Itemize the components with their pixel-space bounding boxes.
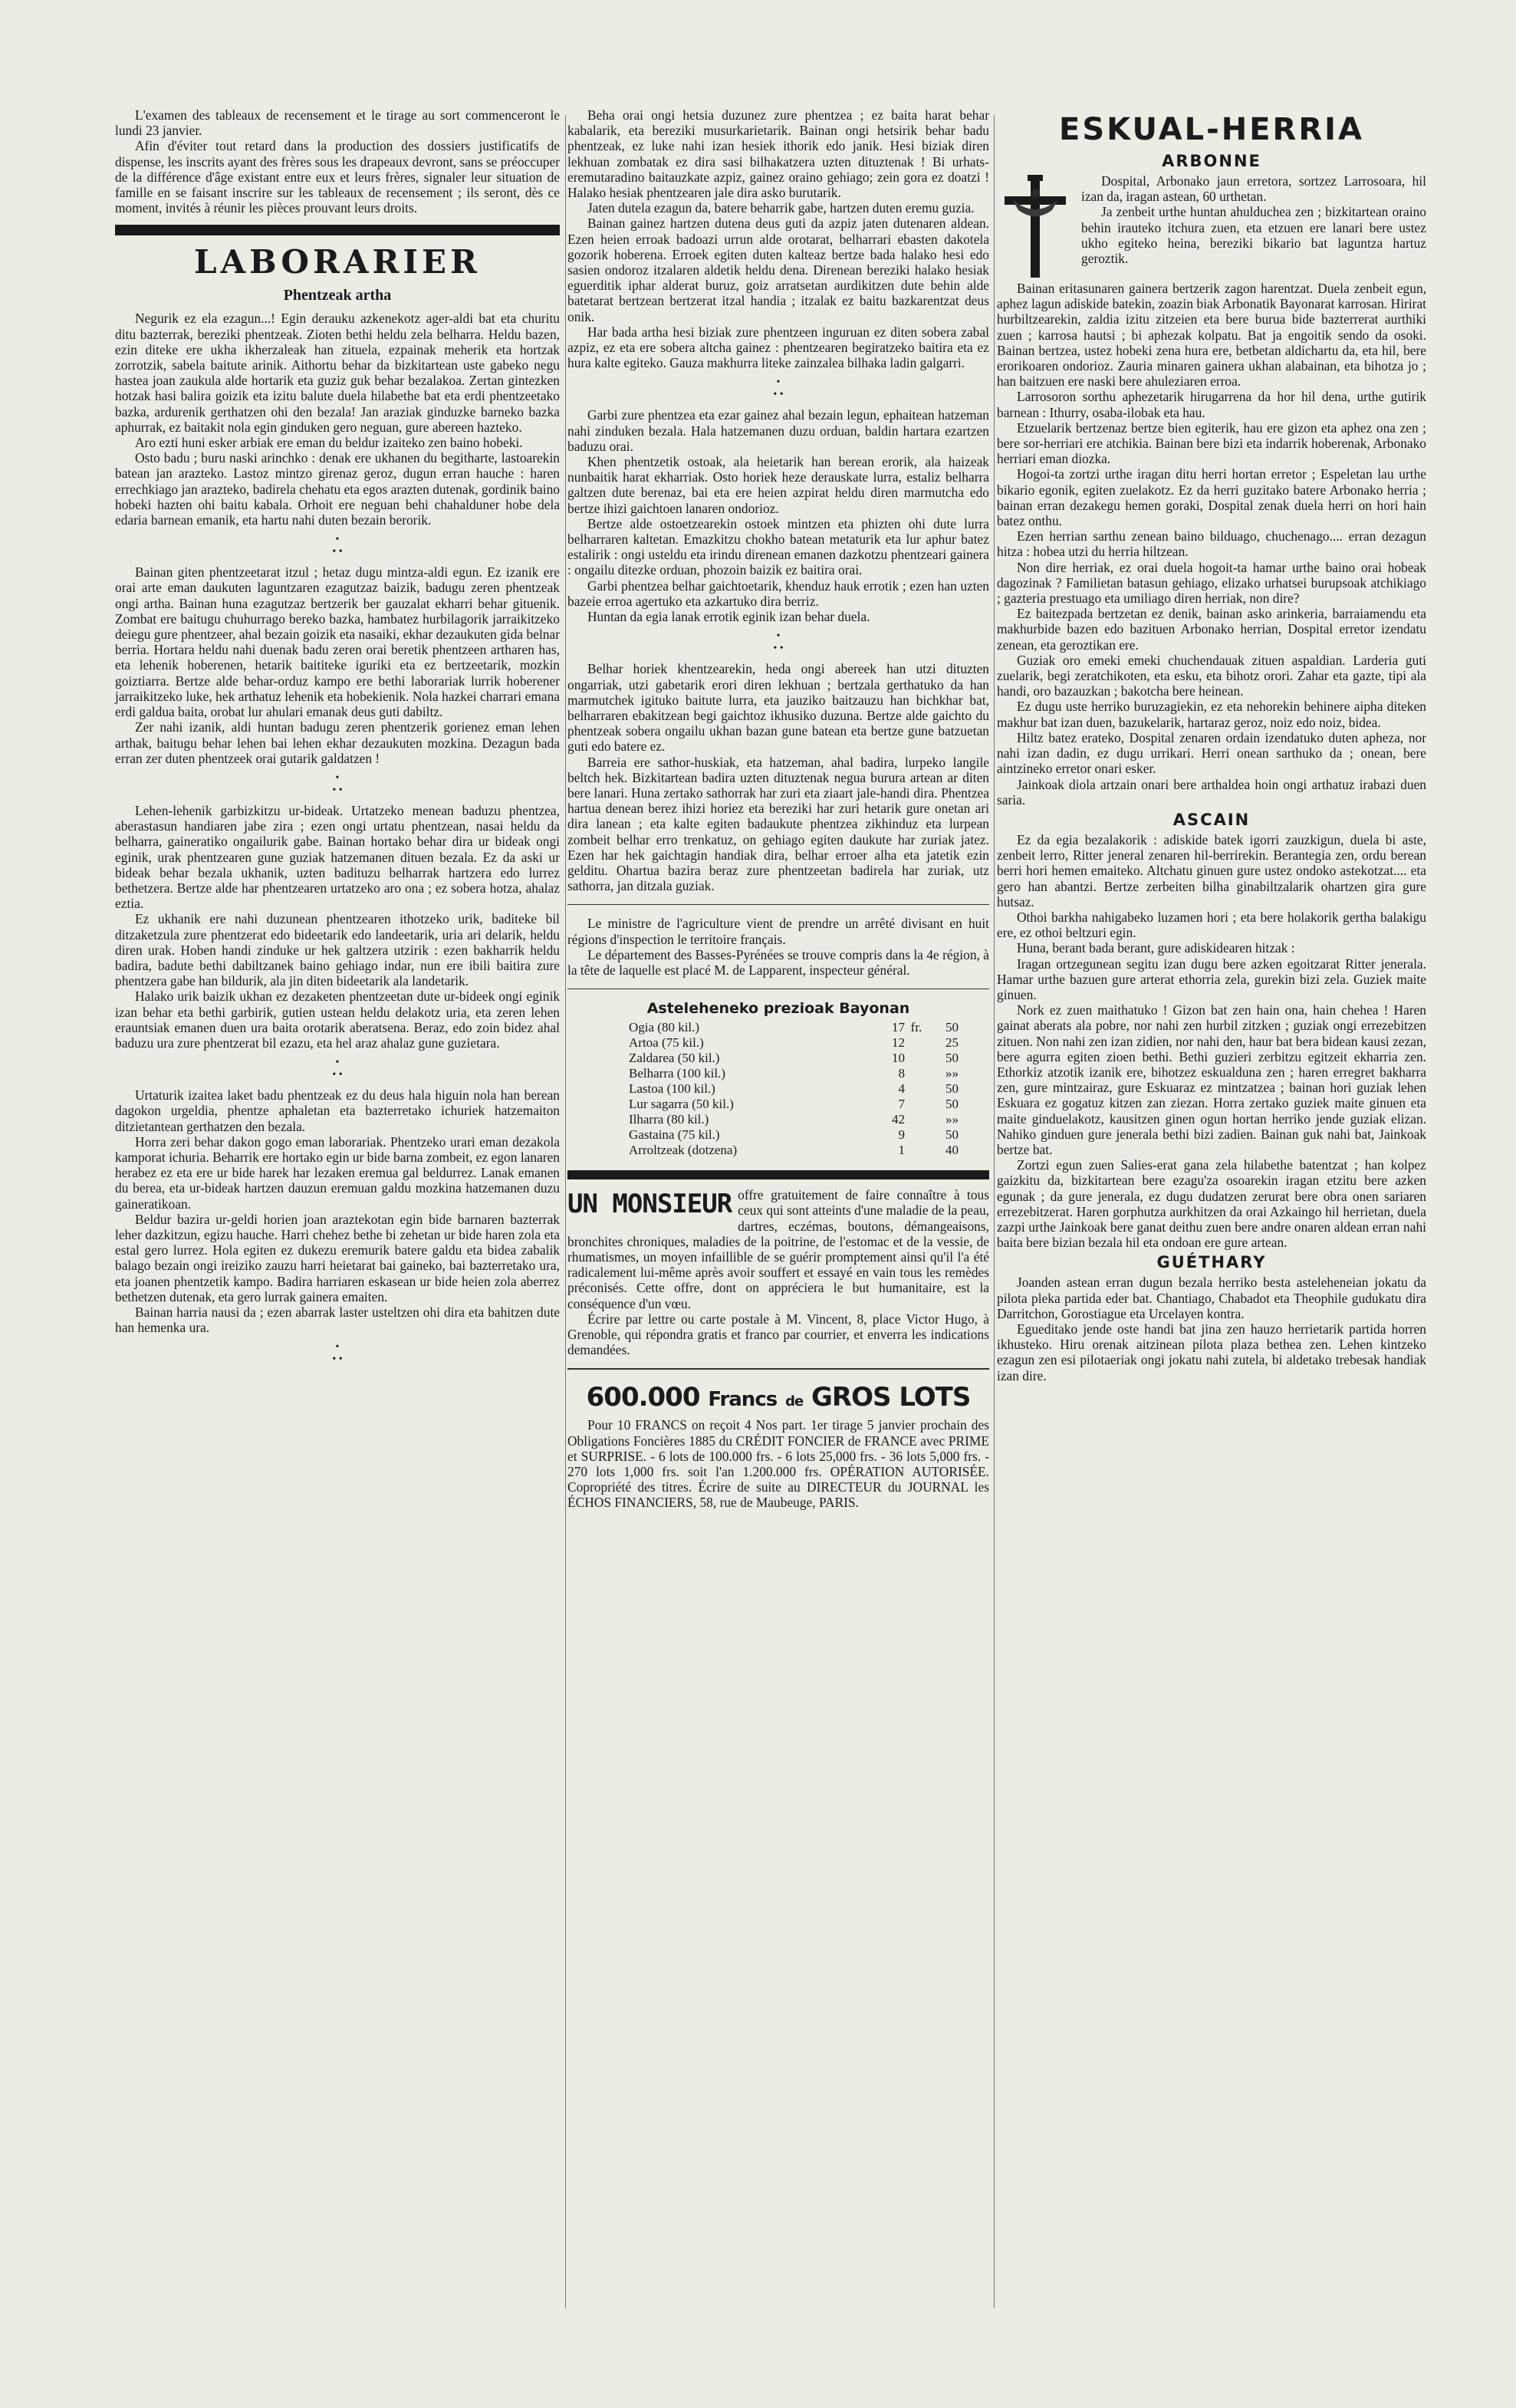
asterism: • • • [332, 534, 343, 558]
place-heading: GUÉTHARY [1156, 1253, 1267, 1272]
article-paragraph: Bainan eritasunaren gainera bertzerik zagon harentzat. Duela zenbeit egun, aphez lagun adiskide batekin, zoazin biak Arbonatik Bayonarat karrosan. Hirirat hurbiltzearekin, zaldia izitu zitzeien eta bere burua bide bazterrerat aurthiki zuen ; karrosa hautsi ; bi aphezak kolpatu. Bat ja engoitik sendo da osoki. Bainan bertzea, ustez hobeki zena hura ere, betbetan aldichartu da, eta hil, bere erorikoaren ondorioz. Zauria minaren gainera ukhan alabainan, eta bihotza jo ; han baitzuen ere naski bere ahuleziaren erroa. [997, 281, 1426, 390]
article-paragraph: Lehen-lehenik garbizkitzu ur-bideak. Urtatzeko menean baduzu phentzea, aberastasun handiaren jabe zira ; ezen ongi urtatu phentzean, nasai heldu da belharra, gaineratiko ongailurik gabe. Bainan hortako behar dira ur bideak ongi eginik, urak phentzearen gune guziak hatzemanen dituen bezala. Ez da aski ur bideak behar bezala ukhanik, uzten badituzu belharrak hartzera edo lurrez bethetzera. Bertze alde har phentzearen urtatzeko aro ona ; ez sobera hotza, ahalaz eztia. [115, 802, 560, 912]
price-item-name: Gastaina (75 kil.) [629, 1127, 720, 1143]
price-row [567, 1020, 989, 1035]
article-paragraph: Hogoi-ta zortzi urthe iragan ditu herri hortan erretor ; Espeletan lau urthe bikario egonik, egiten zuelakotz. Ez da herri guzitako batere Arbonako herria ; bainan erran dezakegu hemen goraki, Dospital zenak duela herri on hori hain batez onthu. [997, 466, 1426, 529]
ad-text: offre gratuitement de faire connaître à tous ceux qui sont atteints d'une maladie de la peau, dartres, eczémas, boutons, démangeaisons, bronchites chroniques, maladies de la poitrine, de l'estomac et de la vessie, de rhumatismes, un moyen infaillible de se guérir promptement ainsi qu'il l'a été radicalement lui-même après avoir souffert et essayé en vain tous les remèdes préconisés. Cette offre, dont on appréciera le but humanitaire, est la conséquence d'un vœu. [567, 1187, 989, 1311]
price-unit [905, 1051, 928, 1066]
price-item-name: Ilharra (80 kil.) [629, 1112, 709, 1127]
article-paragraph: Jainkoak diola artzain onari bere arthaldea hoin ongi arthatuz irabazi duen saria. [997, 776, 1426, 808]
asterism: • • • [332, 1057, 343, 1081]
ad-text: Pour 10 FRANCS on reçoit 4 Nos part. 1er tirage 5 janvier prochain des Obligations Foncières 1885 du CRÉDIT FONCIER de FRANCE avec PRIME et SURPRISE. - 6 lots de 100.000 frs. - 6 lots 25,000 frs. - 36 lots 5,000 frs. - 270 lots 1,000 frs. soit l'an 1.200.000 frs. OPÉRATION AUTORISÉE. Copropriété des titres. Écrire de suite au DIRECTEUR du JOURNAL les ÉCHOS FINANCIERS, 58, rue de Maubeuge, PARIS. [567, 1417, 989, 1511]
article-paragraph: Guziak oro emeki emeki chuchendauak zituen aspaldian. Larderia guti zuelarik, begi zeratchikoten, eta esku, eta bihotz orori. Zahar eta gazte, tipi ala handi, oro bazauzkan ; bakotcha bere heinean. [997, 652, 1426, 699]
price-value-francs: 17 [892, 1020, 905, 1035]
price-item-name: Zaldarea (50 kil.) [629, 1051, 720, 1066]
price-value-francs: 8 [898, 1066, 905, 1081]
column-rule [565, 115, 566, 2308]
asterism: • • • [332, 771, 343, 796]
price-unit [905, 1143, 928, 1158]
article-paragraph: Zer nahi izanik, aldi huntan badugu zeren phentzerik gorienez eman lehen arthak, baitugu behar lehen bai lehen ekhar dezaukuten mozkina. Dezagun bada erran zer duten phentzeek orai gutarik galdatzen ! [115, 719, 560, 766]
asterism: • • • [332, 1341, 343, 1366]
price-item-name: Lur sagarra (50 kil.) [629, 1097, 734, 1112]
article-paragraph: Ez da egia bezalakorik : adiskide batek igorri zauzkigun, duela bi aste, zenbeit lerro, Ritter jeneral zenaren hil-berrirekin. Berantegia zen, ordu berean berri hori hemen emaiteko. Altchatu ginuen gure ustez ondoko astekotzat.... eta gero han abantzi. Bertze zerbeiten bilha ginabiltzalarik ohartzen gira gure hutsaz. [997, 831, 1426, 910]
price-item-name: Arroltzeak (dotzena) [629, 1143, 738, 1158]
price-unit [905, 1066, 928, 1081]
price-item-name: Lastoa (100 kil.) [629, 1081, 715, 1097]
lots-francs: Francs [708, 1388, 778, 1412]
price-item-name: Artoa (75 kil.) [629, 1035, 704, 1051]
section-title: ESKUAL-HERRIA [1059, 112, 1364, 147]
ad-text: Écrire par lettre ou carte postale à M. Vincent, 8, place Victor Hugo, à Grenoble, qui répondra gratis et franco par courrier, et enverra les indications demandées. [567, 1311, 989, 1358]
price-unit [905, 1035, 928, 1051]
article-paragraph: Othoi barkha nahigabeko luzamen hori ; eta bere holakorik gertha balakigu ere, ez othoi beltzuri egin. [997, 909, 1426, 941]
price-value-cents: »» [945, 1066, 959, 1081]
article-paragraph: Egueditako jende oste handi bat jina zen hauzo herrietarik partida horren ikhusteko. Hiru orenak aitzinean pilota plaza bethea zen. Lehen kintzeko ezagun zen esi pilotaeriak ongi jokatu nahi zutela, bi aldetako trebesak handiak izan dire. [997, 1321, 1426, 1383]
article-paragraph: Garbi zure phentzea eta ezar gainez ahal bezain legun, ephaitean hatzeman nahi zinduken bezala. Hala hatzemanen duzu orduan, baldin hartara ezartzen baduzu orai. [567, 407, 989, 454]
price-value-cents: 25 [945, 1035, 959, 1051]
article-paragraph: Ez ukhanik ere nahi duzunean phentzearen ithotzeko urik, baditeke bil ditzaketzula zure phentzerat edo bideetarik edo landeetarik, uria ari delarik, heldu diren urak. Hoben handi zinduke ur hek galtzera utzirik : ezen bakharrik heldu badira, badute bethi dabiltzanek baino gehiago indar, nun ere ibili baitira zure phentzera gabe han bildurik, ala jin diten bideetarik ala landetarik. [115, 911, 560, 989]
article-paragraph: Huntan da egia lanak errotik eginik izan behar duela. [587, 609, 870, 625]
price-value-cents: 50 [945, 1020, 959, 1035]
section-title: LABORARIER [194, 243, 481, 281]
advertisement [567, 1187, 989, 1357]
article-paragraph: Jaten dutela ezagun da, batere beharrik gabe, hartzen duten eremu guzia. [587, 200, 975, 216]
notice-paragraph: Le département des Basses-Pyrénées se trouve compris dans la 4e région, à la tête de laquelle est placé M. de Lapparent, inspecteur général. [567, 946, 989, 978]
price-row [567, 1112, 989, 1127]
column-2 [567, 107, 989, 1511]
price-unit [905, 1112, 928, 1127]
article-paragraph: Horra zeri behar dakon gogo eman laborariak. Phentzeko urari eman dezakola kamporat ichuria. Beharrik ere hortako egin ur bide barna zombeit, ez egon lanaren herabez ez eta ere ur bide harek har lezaken eremua gal beldurrez. Lanak emanen du berea, eta ur-bideak hartzen dauzun eremuan galdu mozkina hatzemanen duzu gaineratikoan. [115, 1133, 560, 1212]
price-value-cents: 50 [945, 1081, 959, 1097]
article-paragraph: Bainan gainez hartzen dutena deus guti da azpiz jaten dutenaren aldean. Ezen heien erroak badoazi urrun alde orotarat, belharrari ebasten dakotela gozorik hoberena. Erroek egiten duten kalteaz bertze bada halako hesi edo sasien ondoroz itzalaren aldetik heldu dena. Direnean bereziki halako hesiak eguerditik iphar alderat buruz, goiz arratsetan aurdikitzen dute behin alde batetarat bertzean bertzerat itzal handia ; itzalak ez baitu bazkarentzat deus onik. [567, 215, 989, 324]
article-paragraph: Osto badu ; buru naski arinchko : denak ere ukhanen du begitharte, lastoarekin batean jan arazteko. Lastoz mintzo girenaz geroz, dugun erran hauche : haren errechkiago jan arazteko, badirela chehatu eta egos arazten dutenak, gordinik baino hobeki hazten ohi baitu kabala. Orhoit ere neguan behi chahalduner hobe dela edaria barnean emanik, eta hartu nahi duten bezain berorik. [115, 450, 560, 528]
crucifix-icon [997, 173, 1074, 281]
article-paragraph: Huna, berant bada berant, gure adiskidearen hitzak : [1017, 940, 1295, 956]
lots-de: de [785, 1393, 804, 1410]
article-paragraph: Belhar horiek khentzearekin, heda ongi abereek han utzi dituzten ongarriak, utzi gabetarik erori diren lekhuan ; bertzala gerthatuko da han marmutchek igituko baitute lurra, eta jauziko baitzauzu han bichkhar bat, belharraren ebakitzean begi gaichtoz ikhusiko duzuna. Bertze alde gaichto du phentzeak sobera ongailu ukhan bazan gune batean eta bertze gune batzuetan guti edo batere ez. [567, 661, 989, 755]
price-value-cents: 40 [945, 1143, 959, 1158]
article-paragraph: Zortzi egun zuen Salies-erat gana zela hilabethe batentzat ; han kolpez gaizkitu da, bizkitartean bere ezagu'za osoarekin iragan etzitu bere azken egunak ; da gure jenerala, ez dugu dudatzen zerurat bere obra onen sariaren errezebitzerat. Haren gorphutza aurkhitzen da orai Azkaingo hil herrietan, duela zazpi urthe Jainkoak bere ganat deithu zuen bere andre onaren aldean erran nahi baita bere bizian bezala hil eta ondoan ere gure artean. [997, 1157, 1426, 1251]
article-paragraph: Beha orai ongi hetsia duzunez zure phentzea ; ez baita harat behar kabalarik, eta bereziki musurkarietarik. Bainan ongi hetsirik behar badu phentzeak, ez luke nahi izan hesiek ithorik edo janik. Hesi biziak diren lekhuan zombatak ez dira sasi bilhakatzera uzten dituztenak ! Bi urhats-eremutaradino baitauzkate azpiz, gainez oraino gehiago; zein gora ez doatzi ! Halako hesiak phentzearen jale dira asko burutarik. [567, 107, 989, 201]
article-paragraph: Etzuelarik bertzenaz bertze bien egiterik, hau ere gizon eta aphez ona zen ; bere sor-herriari ere atchikia. Bainan bere bizi eta indarrik hoberenak, Arbonako herriari eman diozka. [997, 419, 1426, 467]
article-paragraph: Garbi phentzea belhar gaichtoetarik, khenduz hauk errotik ; ezen han uzten bazeie erroa agertuko eta azkartuko dira berriz. [567, 577, 989, 609]
article-paragraph: Bainan giten phentzeetarat itzul ; hetaz dugu mintza-aldi egun. Ez izanik ere orai arte eman daukuten laguntzaren ezagutzaz baizik, badugu zeren phentzeak ongi artha. Bainan huna ezagutzaz bertzerik ber gauzalat ekharri behar gituenik. Zombat ere baitugu chuhurrago bereko bazka, hambatez hurbilagorik jarraikitzeko deiegu gure phentzeer, ahal bezain goizik eta nasaiki, ekhar dezaukuten gida belnar berria. Hortara heldu nahi duenak badu zeren orai beretik phentzeen artharen has, eta lehenik hoberenen, hetarik baititeke iguriki eta ez bertzeetarik, mozkin goiztiarra. Bertze alde behar-orduz kampo ere bethi laborariak lurrik hoberener jarraikitzeko luke, hek arthatuz lehenik eta hobekienik. Nola hazkei charrari emana erdi galdua baita, orobat lur ahulari emanak deus guti dabiltz. [115, 564, 560, 720]
price-row [567, 1097, 989, 1112]
place-heading: ARBONNE [1162, 152, 1261, 170]
asterism: • • • [773, 630, 784, 655]
article-paragraph: Barreia ere sathor-huskiak, eta hatzeman, ahal badira, lurpeko langile beltch hek. Bizkitartean badira uzten dituztenak negua burura artean ar diten bere lanari. Huna zertako sathorrak har zuri eta ziaart jale-handi dira. Phentzea hartua denean berez ihizi horiez eta bereziki har zuri hetarik gure onetan ari dira lanean ; eta kalte egiten badaukute phentzea zikhinduz eta lurpean zombeit belhar erro trenkatuz, on gehiago egiten daukute har zuriak jatez. Ezen har hek gaichtagin handiak dira, belhar erroer alha eta jatetik ezin gelditu. Ohartua bazira beraz zure phentzeetan badirela har zuriak, utz sathorra, jan ditzala guziak. [567, 754, 989, 894]
place-heading: ASCAIN [1172, 810, 1251, 829]
intro-paragraph: L'examen des tableaux de recensement et le tirage au sort commenceront le lundi 23 janvier. [115, 107, 560, 139]
price-item-name: Ogia (80 kil.) [629, 1020, 700, 1035]
price-value-cents: 50 [945, 1097, 959, 1112]
article-subtitle: Phentzeak artha [283, 287, 392, 304]
article-paragraph: Ez dugu uste herriko buruzagiekin, ez eta nehorekin behinere aipha diteken makhur bat izan duen, bazukelarik, hartaraz geroz, noiz edo noiz, bidea. [997, 699, 1426, 730]
price-row [567, 1035, 989, 1051]
column-rule [994, 115, 995, 2308]
article-paragraph: Bainan harria nausi da ; ezen abarrak laster usteltzen ohi dira eta bahitzen dute han hemenka ura. [115, 1304, 560, 1336]
price-value-cents: »» [945, 1112, 959, 1127]
column-3 [997, 107, 1426, 1383]
article-paragraph: Beldur bazira ur-geldi horien joan araztekotan egin bide barnaren bazterrak leher dazkitzun, egizu hauche. Harri chehez bethe bi zehetan ur bide haren zola eta estal gero lurrez. Hola egiten ez dukezu eremurik batere galdu eta bidea zabalik balago bezain ongi ireiziko zauzu harri heietarat bai gaineko, bai bazterretako ura, eta joanen phentzetik kampo. Badira harriaren eskasean ur bide heien zola aberrez bethetzen dutenak, eta gero lurrak gainera emaiten. [115, 1211, 560, 1304]
article-paragraph: Ez baitezpada bertzetan ez denik, bainan asko arinkeria, barraiamendu eta makhurbide bazen edo bazituen Arbonako herrian, Dospital erretor izendatu zenean, eta geroztikan ere. [997, 606, 1426, 653]
price-value-cents: 50 [945, 1051, 959, 1066]
article-paragraph: Urtaturik izaitea laket badu phentzeak ez du deus hala higuin nola han berean dagokon urgeldia, phentze aphaletan eta bazterretako ichuriek hatzemaiton ditzietantean gerthatzen den bezala. [115, 1087, 560, 1134]
divider [567, 904, 989, 905]
divider [567, 1368, 989, 1370]
price-unit: fr. [910, 1020, 922, 1035]
article-paragraph: Hiltz batez erateko, Dospital zenaren ordain izendatuko duten apheza, nor nahi izan dadin, ez dugu urrikari. Herri onean sarthuko da ; onean, bere aintzineko erretor onari esker. [997, 729, 1426, 777]
obituary-text [1081, 173, 1426, 281]
price-value-francs: 9 [898, 1127, 905, 1143]
price-row [567, 1143, 989, 1158]
intro-paragraph: Afin d'éviter tout retard dans la production des dossiers justificatifs de dispense, les inscrits ayant des frères sous les drapeaux devront, sans se préoccuper de la différence d'âge existant entre eux et leurs frères, signaler leur situation de famille en se faisant inscrire sur les tableaux de recensement ; ils seront, dès ce moment, invités à réunir les pièces prouvant leurs droits. [115, 138, 560, 216]
article-paragraph: Har bada artha hesi biziak zure phentzeen inguruan ez diten sobera zabal azpiz, ez eta ere sobera altcha gainez : phentzearen begiratzeko baitira eta ez hura kalte egiteko. Gauza makhurra liteke zainzalea bilhaka ladin galgarri. [567, 324, 989, 371]
ad-headline: UN MONSIEUR [567, 1189, 732, 1220]
article-paragraph: Larrosoron sorthu aphezetarik hirugarrena da hor hil dena, urthe gutirik barnean : Ithurry, osaba-ilobak eta hau. [997, 389, 1426, 420]
asterism: • • • [773, 377, 784, 401]
article-paragraph: Bertze alde ostoetzearekin ostoek mintzen eta phizten ohi dute lurra belharraren kaltetan. Emazkitzu chokho batean metaturik eta lur aphur batez estalirik : ongi usteldu eta irindu direnean emanen dazkotzu phentzeari gainera : ongailu ditezke orduan, phozoin baizik ez baitira orai. [567, 515, 989, 578]
section-divider [115, 225, 560, 235]
lots-amount: 600.000 [586, 1382, 700, 1413]
price-unit [905, 1097, 928, 1112]
price-value-cents: 50 [945, 1127, 959, 1143]
price-value-francs: 7 [898, 1097, 905, 1112]
prices-title: Asteleheneko prezioak Bayonan [646, 1000, 910, 1018]
article-paragraph: Joanden astean erran dugun bezala herriko besta asteleheneian jokatu da pilota pleka partida eder bat. Chantiago, Chabadot eta Theophile gudukatu dira Darritchon, Gorostiague eta Urcelayen kontra. [997, 1275, 1426, 1321]
article-paragraph: Ezen herrian sarthu zenean baino bilduago, chuchenago.... erran dezagun hitza : hobea utzi du herria hiltzean. [997, 528, 1426, 560]
price-value-francs: 42 [892, 1112, 905, 1127]
price-row [567, 1081, 989, 1097]
price-item-name: Belharra (100 kil.) [629, 1066, 726, 1081]
column-1 [115, 107, 560, 1372]
article-paragraph: Halako urik baizik ukhan ez dezaketen phentzeetan dute ur-bideek ongi eginik izan behar eta bethi garbirik, gutien ustean heldu delakotz uria, eta zeren lehen erauntsiak emanen duen ura baita orotarik aberatsena. Beraz, edo zoin bidez ahal baduzu ura zure phentzerat bil ezazu, eta hel araz ahalaz gune guzietara. [115, 989, 560, 1051]
article-paragraph: Dospital, Arbonako jaun erretora, sortzez Larrosoara, hil izan da, iragan astean, 60 urthetan. [1081, 173, 1426, 205]
price-table [567, 1020, 989, 1158]
price-row [567, 1066, 989, 1081]
price-row [567, 1127, 989, 1143]
price-row [567, 1051, 989, 1066]
article-paragraph: Khen phentzetik ostoak, ala heietarik han berean erorik, ala haizeak nunbaitik harat ekharriak. Osto horiek heze derauskate lurra, estaliz belharra galtzen dute berenaz, bai eta ere heien azpirat heldu diren marmutcha edo bertze ihizi gaichtoen lanaren ondorioz. [567, 454, 989, 516]
section-divider [567, 1170, 989, 1179]
article-paragraph: Aro ezti huni esker arbiak ere eman du beldur izaiteko zen baino hobeki. [135, 435, 523, 451]
lots-gros: GROS LOTS [811, 1382, 971, 1413]
price-value-francs: 10 [892, 1051, 905, 1066]
lots-headline [567, 1382, 989, 1413]
article-paragraph: Nork ez zuen maithatuko ! Gizon bat zen hain ona, hain chehea ! Haren gainat aberats ala pobre, nor nahi zen hurbil zitzken ; guziak ongi errezebitzen zituen. Non nahi zen izan zidien, nor nahi den, haur bat bera bidean kausi zezan, bere agurra egiten zioen bethi. Bethi guzieri zerbitzu egitzeit ekharria zen. Ethorkiz atzotik izanik ere, bihotzez eskualduna zen ; haren erregret bakharra zen, gure mintzairaz, gure Eskuaraz ez mintzatzea ; bainan hori guziak lehen Eskuara ez gogatuz kitzen zan ziezan. Horra zertako guziek maite ginuen eta maite ginduelakotz, kausitzen ginen ogun hortan herriko jende guziak elizan. Nahiko ginduen gure jenerala bethi bizi zadien. Bainan guk nahi bat, Jainkoak bertze bat. [997, 1002, 1426, 1157]
price-unit [905, 1081, 928, 1097]
article-paragraph: Iragan ortzegunean segitu izan dugu bere azken egoitzarat Ritter jenerala. Hamar urthe bazuen gure arterat ethorria zela, gurekin bizi zela. Guziek maite ginuen. [997, 956, 1426, 1002]
article-paragraph: Ja zenbeit urthe huntan ahulduchea zen ; bizkitartean oraino behin irauteko itchura zuen, eta etzuen ere lanari bere ustez ukho egiteko heina, bereziki bikario bat laguntza hartuz geroztik. [1081, 204, 1426, 267]
notice-paragraph: Le ministre de l'agriculture vient de prendre un arrêté divisant en huit régions d'inspection le territoire français. [567, 916, 989, 947]
price-value-francs: 4 [898, 1081, 905, 1097]
price-value-francs: 1 [898, 1143, 905, 1158]
article-paragraph: Non dire herriak, ez orai duela hogoit-ta hamar urthe baino orai hobeak dagozinak ? Familietan batasun gehiago, elizako urhatsei burupsoak atchikiago ; gazteria prestuago eta umiliago diren herriak, non dire? [997, 559, 1426, 607]
obituary-block [997, 173, 1426, 281]
price-unit [905, 1127, 928, 1143]
article-paragraph: Negurik ez ela ezagun...! Egin derauku azkenekotz ager-aldi bat eta churitu ditu bazterrak, bereziki phentzeak. Zioten bethi heldu zela belharra. Heldu bazen, ezin diteke ere ukha ikherzaleak han zituela, ezpainak meherik eta hortzak zorrotzik, sabela baitute arinik. Aithortu behar da bizkitartean uste gabeko negu hastea joan zaukula alde hortarik eta guziz guk behar bezalakoa. Zertan gintezken hotzak hasi balira goizik eta izitu balute duela hilabethe bat eta erdi phentzeetako bazka, ardurenik gerthatzen ohi den bezala! Jan araziak ginduzke barneko bazka aphurrak, ez baitakit nola egin ginduken gero neguan, gure abereen hazteko. [115, 311, 560, 435]
price-value-francs: 12 [892, 1035, 905, 1051]
